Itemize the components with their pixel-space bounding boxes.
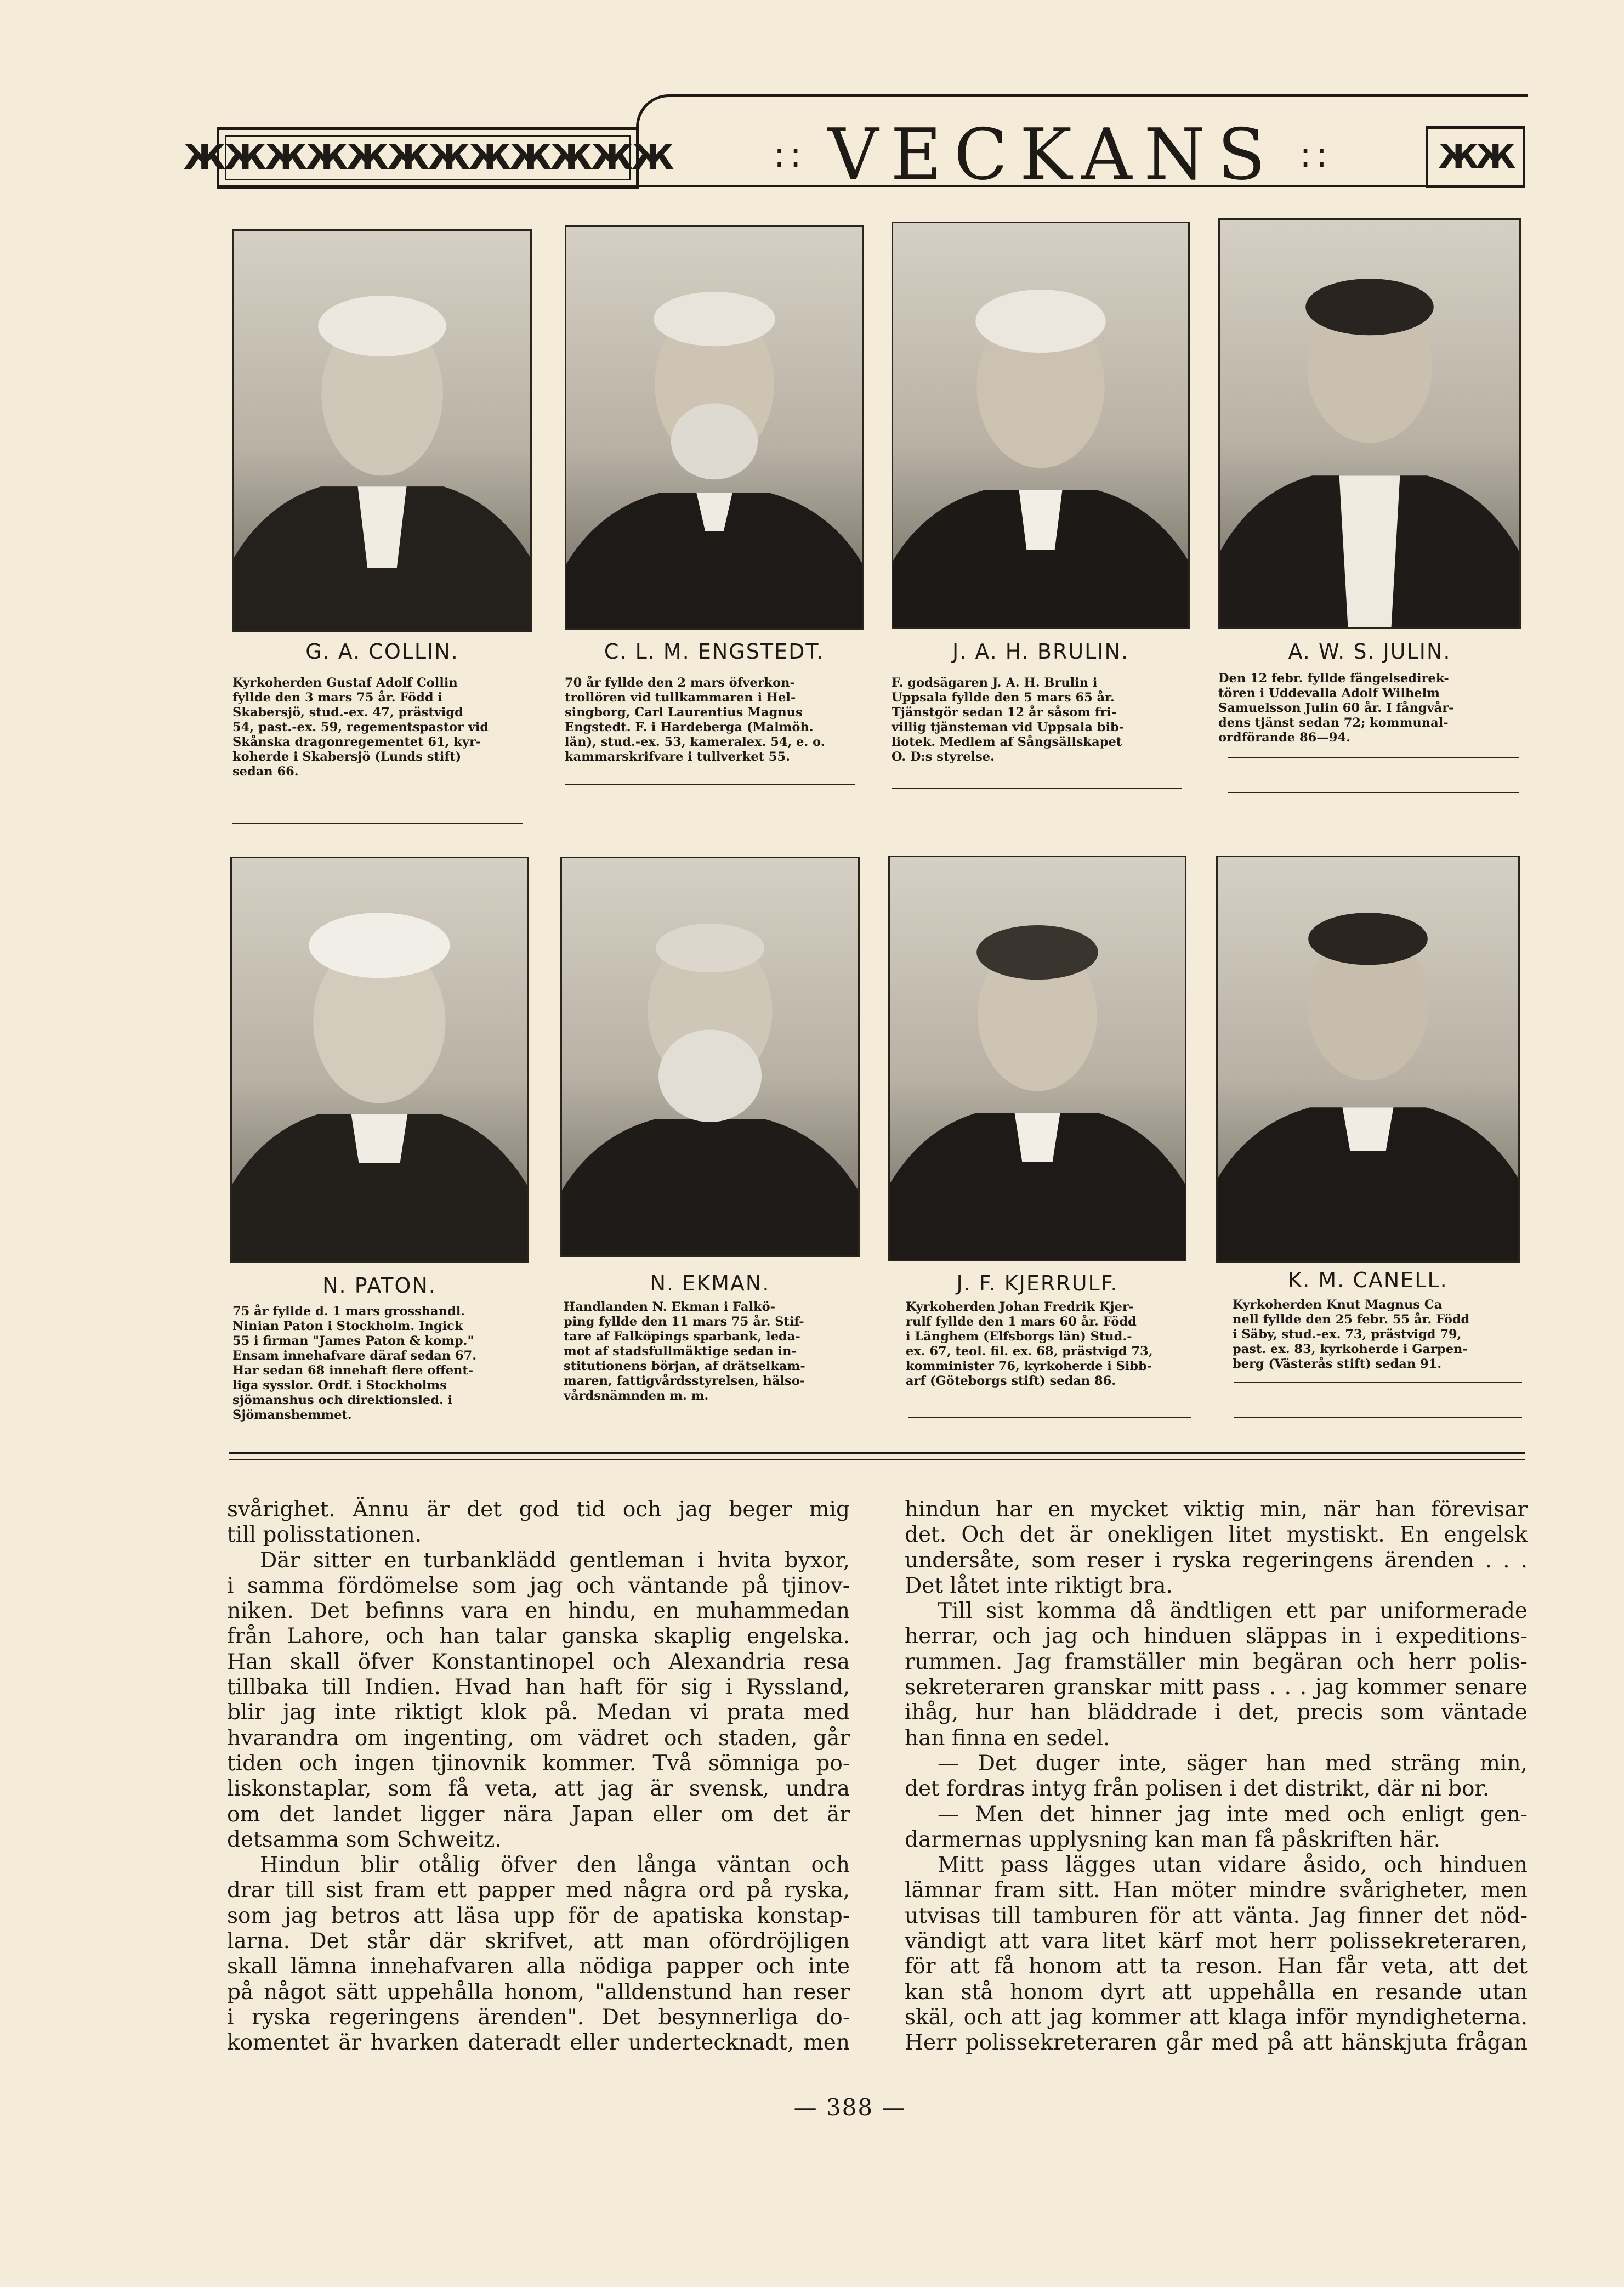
portrait-bio: 70 år fyllde den 2 mars öfverkon- trollören vid tullkammaren i Hel- singborg, Carl Laurentius Magnus Engstedt. F. i Hardeberga (Malmöh. län), stud.-ex. 53, kameralex. 54, e. o. kammarskrifvare i tullverket 55. (565, 676, 825, 764)
article-paragraph: Till sist komma då ändtligen ett par uniformerade herrar, och jag och hinduen släppas in i expeditions- rummen. Jag framställer min begäran och herr polis- sekreteraren granskar mitt pass . . . jag kommer senare ihåg, hur han bläddrade i det, precis som väntade han finna en sedel. (905, 1599, 1528, 1751)
portrait-name: J. A. H. BRULIN. (952, 639, 1129, 664)
bio-rule (1234, 1382, 1522, 1383)
portrait-photo (1218, 218, 1521, 629)
portrait-name: N. PATON. (322, 1273, 436, 1298)
portrait-photo (888, 856, 1186, 1261)
header-colon-left: :: (773, 135, 806, 176)
portrait-name: C. L. M. ENGSTEDT. (604, 639, 825, 664)
bio-rule (892, 788, 1182, 789)
portrait-name: A. W. S. JULIN. (1288, 639, 1451, 664)
bio-rule (565, 784, 855, 785)
article-paragraph: Mitt pass lägges utan vidare åsido, och hinduen lämnar fram sitt. Han möter mindre svårigheter, men utvisas till tamburen för att vänta. Jag finner det nöd- vändigt att vara litet kärf mot herr polissekreteraren, för att få honom att ta reson. Han får veta, att det kan stå honom dyrt att uppehålla en resande utan skäl, och att jag kommer att klaga inför myndigheterna. Herr polissekreteraren går med på att hänskjuta frågan (905, 1853, 1528, 2056)
article-paragraph: Där sitter en turbanklädd gentleman i hvita byxor, i samma fördömelse som jag och väntande på tjinov- niken. Det befinns vara en hindu, en muhammedan från Lahore, och han talar ganska skaplig engelska. Han skall öfver Konstantinopel och Alexandria resa tillbaka till Indien. Hvad han haft för sig i Ryssland, blir jag inte riktigt klok på. Medan vi prata med hvarandra om ingenting, om vädret och staden, går tiden och ingen tjinovnik kommer. Två sömniga po- liskonstaplar, som få veta, att jag är svensk, undra om det landet ligger nära Japan eller om det är detsamma som Schweitz. (227, 1548, 850, 1852)
portrait-bio: Kyrkoherden Knut Magnus Ca nell fyllde den 25 febr. 55 år. Född i Säby, stud.-ex. 73, prästvigd 79, past. ex. 83, kyrkoherde i Garpen- berg (Västerås stift) sedan 91. (1233, 1298, 1470, 1371)
portrait-bio: Handlanden N. Ekman i Falkö- ping fyllde den 11 mars 75 år. Stif- tare af Falköpings sparbank, leda- mot af stadsfullmäktige sedan in- stitutionens början, af drätselkam- maren, fattigvårdsstyrelsen, hälso- vårdsnämnden m. m. (564, 1300, 805, 1403)
article-paragraph: svårighet. Ännu är det god tid och jag beger mig till polisstationen. (227, 1497, 850, 1548)
portrait-bio: Kyrkoherden Johan Fredrik Kjer- rulf fyllde den 1 mars 60 år. Född i Länghem (Elfsborgs län) Stud.- ex. 67, teol. fil. ex. 68, prästvigd 73, komminister 76, kyrkoherde i Sibb- arf (Göteborgs stift) sedan 86. (906, 1300, 1153, 1388)
article-column-left (227, 1497, 850, 2056)
article-paragraph: Hindun blir otålig öfver den långa väntan och drar till sist fram ett papper med några ord på ryska, som jag betros att läsa upp för de apatiska konstap- larna. Det står där skrifvet, att man ofördröjligen skall lämna innehafvaren alla nödiga papper och inte på något sätt uppehålla honom, "alldenstund han reser i ryska regeringens ärenden". Det besynnerliga do- komentet är hvarken dateradt eller undertecknadt, men (227, 1853, 850, 2056)
bio-rule (908, 1417, 1191, 1418)
portrait-photo (232, 229, 532, 632)
portrait-photo (560, 857, 860, 1257)
header-ornament-pattern: ЖЖЖЖЖЖЖЖЖЖЖЖ (183, 138, 673, 178)
portrait-bio: 75 år fyllde d. 1 mars grosshandl. Ninian Paton i Stockholm. Ingick 55 i firman "James Paton & komp." Ensam innehafvare däraf sedan 67. Har sedan 68 innehaft flere offent- liga sysslor. Ordf. i Stockholms sjömanshus och direktionsled. i Sjömanshemmet. (232, 1304, 477, 1422)
header-title-row (724, 114, 1382, 196)
article-paragraph: — Det duger inte, säger han med sträng min, det fordras intyg från polisen i det distrikt, där ni bor. (905, 1751, 1528, 1802)
header-rule (217, 185, 1525, 187)
bio-rule (1228, 792, 1519, 793)
portrait-photo (1216, 856, 1520, 1263)
portrait-name: N. EKMAN. (650, 1271, 770, 1295)
portrait-photo (565, 225, 864, 630)
portrait-name: J. F. KJERRULF. (956, 1271, 1118, 1295)
section-divider (229, 1452, 1525, 1454)
portrait-bio: F. godsägaren J. A. H. Brulin i Uppsala fyllde den 5 mars 65 år. Tjänstgör sedan 12 år såsom fri- villig tjänsteman vid Uppsala bib- liotek. Medlem af Sångsällskapet O. D:s styrelse. (892, 676, 1125, 764)
article-paragraph: hindun har en mycket viktig min, när han förevisar det. Och det är onekligen litet mystiskt. En engelsk undersåte, som reser i ryska regeringens ärenden . . . Det låtet inte riktigt bra. (905, 1497, 1528, 1598)
portrait-photo (230, 857, 529, 1263)
section-divider (229, 1459, 1525, 1460)
bio-rule (1234, 1417, 1522, 1418)
article-column-right (905, 1497, 1528, 2056)
page-title: VECKANS (827, 114, 1278, 196)
portrait-photo (892, 222, 1190, 629)
header-ornament-box (183, 127, 673, 189)
header-ornament-pattern-right: ЖЖ (1438, 138, 1513, 176)
portrait-name: K. M. CANELL. (1288, 1268, 1448, 1292)
portrait-name: G. A. COLLIN. (305, 639, 459, 664)
portrait-bio: Kyrkoherden Gustaf Adolf Collin fyllde den 3 mars 75 år. Född i Skabersjö, stud.-ex. 47, prästvigd 54, past.-ex. 59, regementspastor vid Skånska dragonregementet 61, kyr- koherde i Skabersjö (Lunds stift) sedan 66. (232, 676, 489, 779)
header-ornament-box-right (1426, 126, 1525, 188)
header-colon-right: :: (1299, 135, 1332, 176)
bio-rule (232, 823, 523, 824)
article-paragraph: — Men det hinner jag inte med och enligt gen- darmernas upplysning kan man få påskriften här. (905, 1802, 1528, 1852)
bio-rule (1228, 757, 1519, 758)
portrait-bio: Den 12 febr. fyllde fängelsedirek- tören i Uddevalla Adolf Wilhelm Samuelsson Julin 60 år. I fångvår- dens tjänst sedan 72; kommunal- ordförande 86—94. (1218, 671, 1454, 745)
page-number: — 388 — (793, 2094, 906, 2121)
